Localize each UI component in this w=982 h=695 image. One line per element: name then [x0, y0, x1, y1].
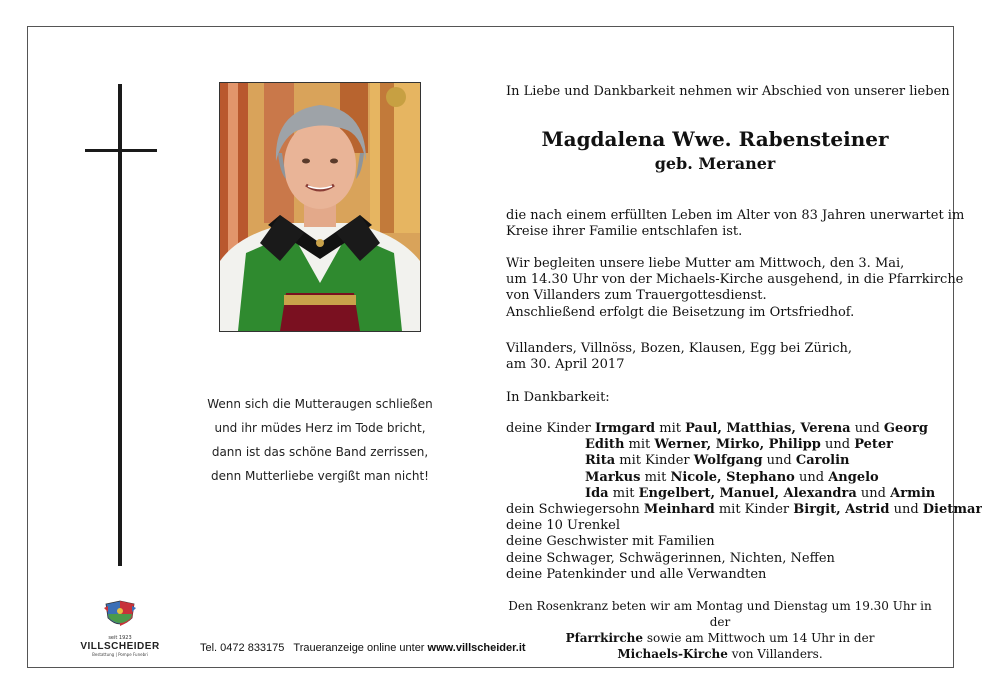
places-date [506, 341, 852, 373]
paragraph-line: Kreise ihrer Familie entschlafen ist. [506, 224, 743, 239]
family-name: Engelbert, Manuel, Alexandra [638, 485, 857, 501]
family-name: Irmgard [594, 421, 656, 436]
family-name: Armin [890, 485, 936, 501]
cross-vertical-bar [118, 84, 122, 566]
family-row [506, 453, 982, 469]
paragraph-line: um 14.30 Uhr von der Michaels-Kirche ausgehend, in die Pfarrkirche [506, 272, 964, 288]
family-name: Angelo [828, 469, 879, 485]
date-line: am 30. April 2017 [506, 357, 625, 372]
thanks-heading: In Dankbarkeit: [506, 390, 610, 405]
family-text: und [856, 485, 891, 501]
rosary-text: sowie am Mittwoch um 14 Uhr in der [643, 631, 875, 645]
family-row [506, 421, 982, 437]
family-text: mit [655, 421, 686, 436]
portrait-photo [219, 82, 421, 332]
birth-name: geb. Meraner [654, 154, 776, 173]
deceased-name: Magdalena Wwe. Rabensteiner [541, 127, 889, 151]
poem-line: denn Mutterliebe vergißt man nicht! [211, 469, 429, 483]
family-name: Nicole, Stephano [670, 469, 795, 485]
church-name: Pfarrkirche [565, 631, 644, 645]
places-line: Villanders, Villnöss, Bozen, Klausen, Egg bei Zürich, [506, 341, 853, 356]
family-name: Meinhard [643, 502, 715, 518]
funeral-paragraph [506, 256, 963, 321]
paragraph-line: Anschließend erfolgt die Beisetzung im Ortsfriedhof. [506, 304, 855, 320]
family-name: Werner, Mirko, Philipp [654, 437, 821, 453]
rosary-line: Den Rosenkranz beten wir am Montag und Dienstag um 19.30 Uhr in der [508, 599, 932, 629]
paragraph-line: von Villanders zum Trauergottesdienst. [506, 288, 767, 304]
footer-phone: Tel. 0472 833175 [200, 642, 285, 654]
family-text: dein Schwiegersohn [506, 502, 644, 518]
family-text: und [820, 437, 855, 453]
paragraph-line: die nach einem erfüllten Leben im Alter von 83 Jahren unerwartet im [506, 208, 965, 223]
poem-line: und ihr müdes Herz im Tode bricht, [214, 421, 426, 435]
family-row [506, 470, 982, 486]
poem-line: dann ist das schöne Band zerrissen, [211, 445, 429, 459]
family-name: Ida [585, 485, 609, 501]
family-name: Peter [854, 437, 894, 453]
family-row [506, 502, 982, 518]
rosary-text: von Villanders. [727, 647, 823, 661]
poem [170, 392, 470, 488]
portrait-illustration [220, 83, 420, 331]
family-name: Markus [585, 469, 641, 485]
paragraph-line: Wir begleiten unsere liebe Mutter am Mittwoch, den 3. Mai, [506, 256, 905, 271]
logo-est: seit 1923 [108, 635, 132, 641]
rosary-line [506, 646, 934, 662]
family-text: mit [608, 485, 639, 501]
family-row [506, 437, 982, 453]
poem-line: Wenn sich die Mutteraugen schließen [207, 397, 433, 411]
family-name: Birgit, Astrid [793, 502, 890, 518]
family-text: mit Kinder [714, 502, 794, 518]
rosary-line [506, 630, 934, 646]
family-text: deine Kinder [506, 421, 595, 436]
family-text: mit Kinder [615, 453, 694, 469]
footer-contact [200, 642, 526, 654]
cross-horizontal-bar [85, 149, 157, 152]
family-name: Carolin [795, 453, 850, 469]
death-paragraph [506, 208, 964, 240]
family-name: Wolfgang [693, 453, 763, 469]
family-row: deine Geschwister mit Familien [506, 534, 715, 550]
intro-text: In Liebe und Dankbarkeit nehmen wir Abschied von unserer lieben [506, 84, 950, 99]
coat-of-arms-icon [102, 600, 138, 630]
church-name: Michaels-Kirche [617, 647, 728, 661]
logo-brand: VILLSCHEIDER [80, 641, 160, 652]
footer-url[interactable]: www.villscheider.it [427, 642, 526, 654]
family-name: Georg [883, 421, 928, 436]
family-name: Paul, Matthias, Verena [685, 421, 851, 436]
family-row [506, 486, 982, 502]
family-name: Dietmar [922, 502, 982, 518]
family-text: und [850, 421, 884, 436]
family-text: mit [624, 437, 655, 453]
family-text: mit [640, 469, 671, 485]
family-list [506, 421, 982, 583]
family-name: Rita [585, 453, 616, 469]
logo-subtitle: Bestattung | Pompe Funebri [92, 652, 148, 657]
footer-online-text: Traueranzeige online unter [293, 642, 425, 654]
rosary-notice [506, 598, 934, 662]
family-text: und [762, 453, 796, 469]
family-row: deine Patenkinder und alle Verwandten [506, 566, 767, 582]
family-row: deine Schwager, Schwägerinnen, Nichten, Neffen [506, 550, 835, 566]
family-text: und [794, 469, 829, 485]
company-logo [78, 600, 162, 657]
family-row: deine 10 Urenkel [506, 518, 621, 534]
family-name: Edith [585, 437, 625, 453]
family-text: und [889, 502, 923, 518]
